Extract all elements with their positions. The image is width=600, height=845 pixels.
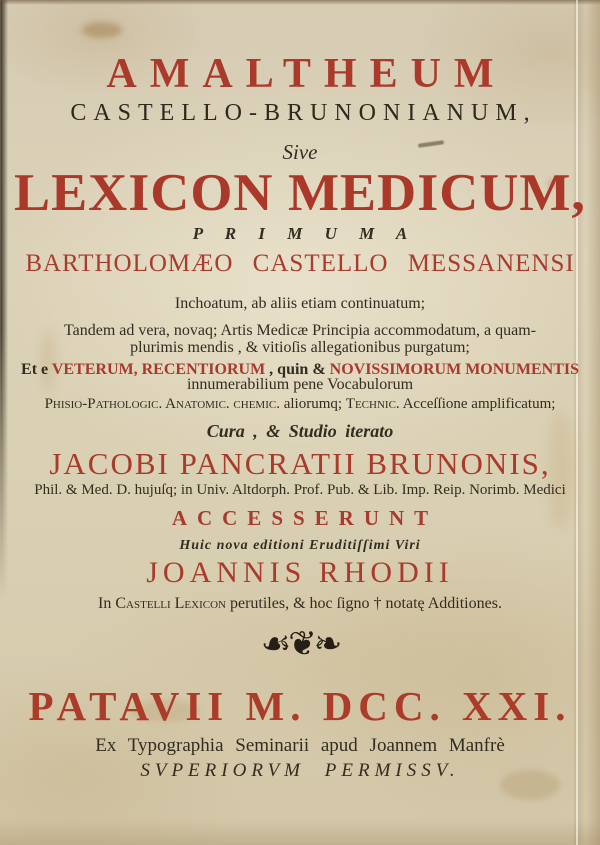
inchoatum-line: Inchoatum, ab aliis etiam continuatum; bbox=[174, 295, 426, 312]
phisio-lowercase: aliorumq; bbox=[279, 396, 346, 412]
monumentis-red-1: VETERUM, RECENTIORUM bbox=[51, 361, 266, 378]
tandem-line-1: Tandem ad vera, novaq; Artis Medicæ Principia accommodatum, a quam- bbox=[63, 322, 537, 339]
page-bottom-edge-shadow bbox=[0, 819, 600, 845]
cura-line: Cura , & Studio iterato bbox=[206, 421, 394, 441]
monumentis-black-2: , quin & bbox=[265, 361, 330, 378]
main-title: LEXICON MEDICUM, bbox=[14, 164, 586, 222]
paper-stain bbox=[82, 22, 122, 38]
phisio-tail: Acceſſione amplificatum; bbox=[399, 396, 556, 412]
huic-line: Huic nova editioni Eruditiſſimi Viri bbox=[179, 538, 421, 553]
vocabulorum-line: innumerabilium pene Vocabulorum bbox=[186, 376, 414, 393]
first-author-name: BARTHOLOMÆO CASTELLO MESSANENSI bbox=[25, 250, 575, 277]
page-top-edge-shadow bbox=[0, 0, 600, 5]
additions-tail: perutiles, & hoc ſigno † notatę Additiones. bbox=[225, 595, 502, 612]
contributor-name: JOANNIS RHODII bbox=[146, 556, 454, 589]
accesserunt-heading: ACCESSERUNT bbox=[171, 506, 439, 530]
editor-name: JACOBI PANCRATII BRUNONIS, bbox=[49, 446, 551, 481]
sive-connector: Sive bbox=[282, 140, 318, 164]
tandem-line-2: plurimis mendis , & vitioſis allegationibus purgatum; bbox=[130, 339, 470, 356]
additions-line bbox=[0, 595, 600, 613]
additions-smallcaps: Castelli Lexicon bbox=[115, 595, 226, 612]
primum-a-line: P R I M U M A bbox=[192, 224, 417, 243]
monumentis-black-1: Et e bbox=[21, 361, 52, 378]
imprint-publisher: Ex Typographia Seminarii apud Joannem Manfrè bbox=[95, 735, 505, 756]
book-subtitle: CASTELLO-BRUNONIANUM, bbox=[70, 100, 537, 126]
editor-titles: Phil. & Med. D. hujuſq; in Univ. Altdorph. Prof. Pub. & Lib. Imp. Reip. Norimb. Medici bbox=[34, 482, 566, 498]
phisio-line bbox=[0, 396, 600, 413]
phisio-smallcaps-2: Technic. bbox=[345, 396, 400, 412]
book-title: AMALTHEUM bbox=[106, 51, 507, 97]
printer-fleuron-ornament: ☙❦❧ bbox=[260, 626, 340, 663]
monumentis-red-2: NOVISSIMORUM MONUMENTIS bbox=[329, 361, 579, 378]
additions-prefix: In bbox=[98, 595, 116, 612]
imprint-place-date: PATAVII M. DCC. XXI. bbox=[28, 683, 572, 729]
phisio-smallcaps-1: Phisio-Pathologic. Anatomic. chemic. bbox=[44, 396, 280, 412]
imprint-permission: SVPERIORVM PERMISSV. bbox=[140, 760, 460, 781]
